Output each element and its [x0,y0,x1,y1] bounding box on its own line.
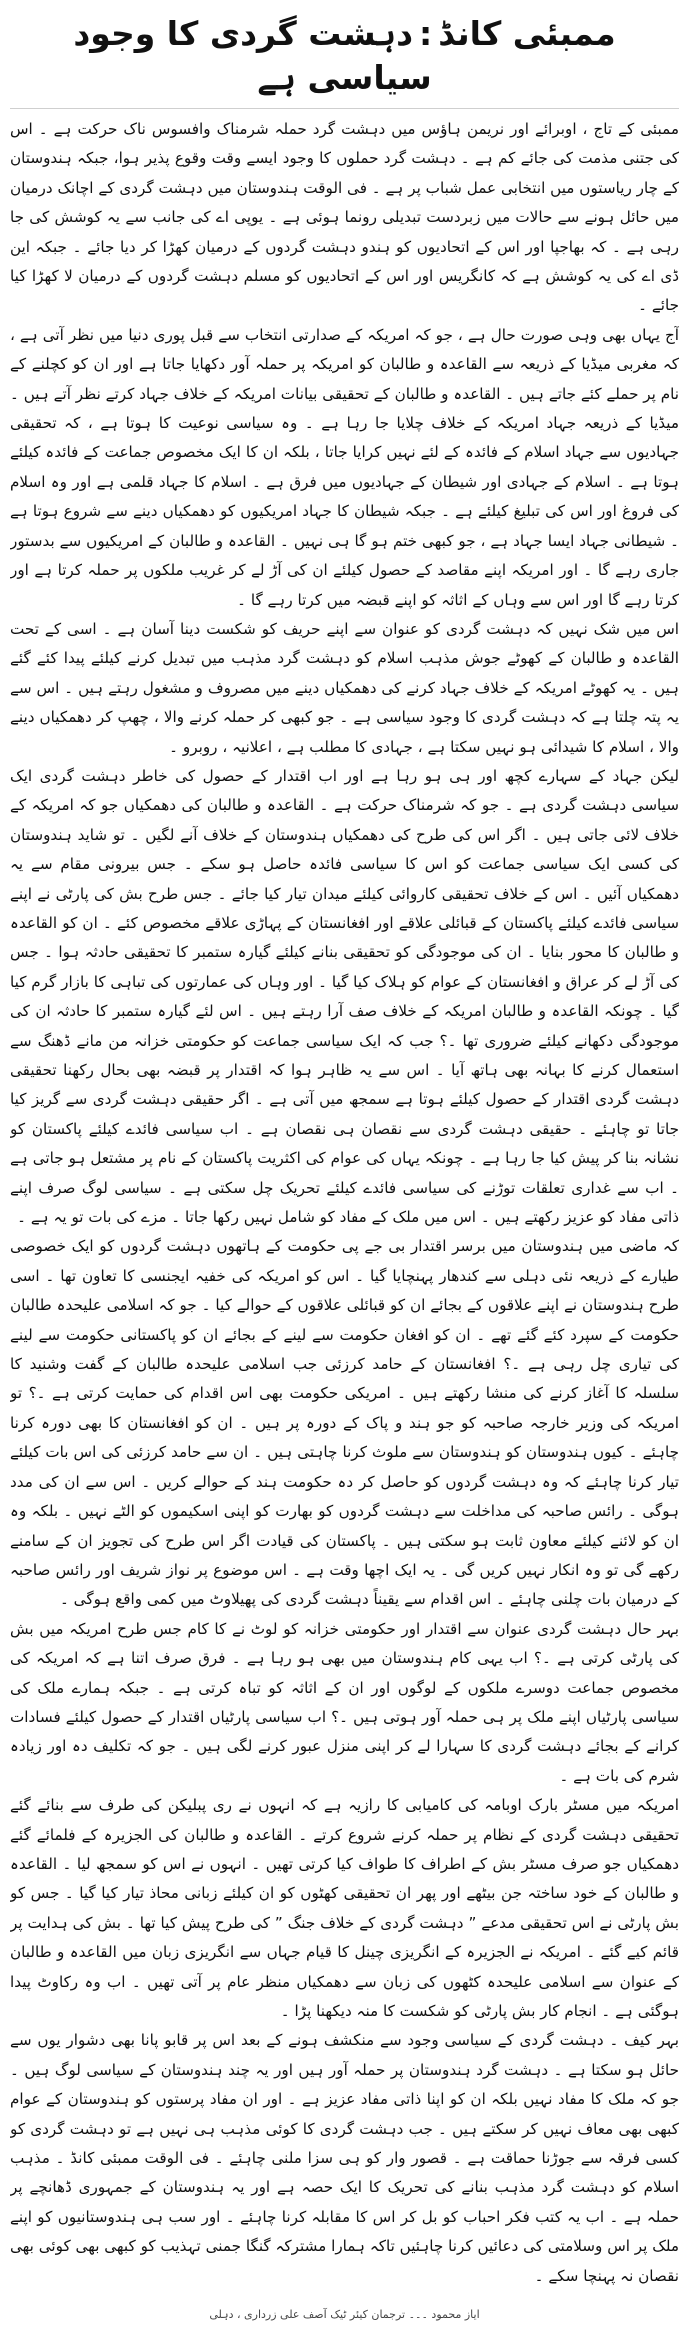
paragraph: امریکہ میں مسٹر بارک اوبامہ کی کامیابی کا رازیہ ہے کہ انہوں نے ری پبلیکن کی طرف سے بنائے گئے تحقیقی دہشت گردی کے نظام پر حملہ کرنے شروع کرتے ۔ القاعدہ و طالبان کی الجزیرہ کے فلمائے گئے دھمکیاں جو صرف مسٹر بش کے اطراف کا طواف کیا کرتی تھیں ۔ انہوں نے اس کو سمجھ لیا ۔ القاعدہ و طالبان کے خود ساختہ جن بیٹھے اور پھر ان تحقیقی کھٹوں کو ان کیلئے زبانی محاذ تیار کیا گیا ۔ جس کو بش پارٹی نے اس تحقیقی مدعے ” دہشت گردی کے خلاف جنگ ” کی طرح پیش کیا تھا ۔ بش کی ہدایت پر قائم کیے گئے ۔ امریکہ نے الجزیرہ کے انگریزی چینل کا قیام جہاں سے انگریزی زبان میں القاعدہ و طالبان کے عنوان سے اسلامی علیحدہ کٹھوں کی زبان سے دھمکیاں منظر عام پر آتی تھیں ۔ اب وہ رکاوٹ پیدا ہوگئی ہے ۔ انجام کار بش پارٹی کو شکست کا منہ دیکھنا پڑا ۔ [10,1796,679,2020]
paragraph: لیکن جہاد کے سہارے کچھ اور ہی ہو رہا ہے اور اب اقتدار کے حصول کی خاطر دہشت گردی ایک سیاسی دہشت گردی ہے ۔ جو کہ شرمناک حرکت ہے ۔ القاعدہ و طالبان کی دھمکیاں جو کہ امریکہ کے خلاف لائی جاتی ہیں ۔ اگر اس کی طرح کی دھمکیاں ہندوستان کے خلاف آنے لگیں ۔ تو شاید ہندوستان کی کسی ایک سیاسی جماعت کو اس کا سیاسی فائدہ حاصل ہو سکے ۔ جس بیرونی مقام سے یہ دھمکیاں آئیں ۔ اس کے خلاف تحقیقی کاروائی کیلئے میدان تیار کیا جائے ۔ جس طرح بش کی پارٹی نے اپنے سیاسی فائدے کیلئے پاکستان کے قبائلی علاقے اور افغانستان کے پہاڑی علاقے مخصوص کئے ۔ ان کو القاعدہ و طالبان کا محور بنایا ۔ ان کی موجودگی کو تحقیقی بنانے کیلئے گیارہ ستمبر کا تحقیقی حادثہ ہوا ۔ جس کی آڑ لے کر عراق و افغانستان کے عوام کو ہلاک کیا گیا ۔ اور وہاں کی عمارتوں کی تباہی کا بازار گرم کیا گیا ۔ چونکہ القاعدہ و طالبان امریکہ کے خلاف صف آرا رہتے ہیں ۔ اس لئے گیارہ ستمبر کا حادثہ ان کی موجودگی دکھانے کیلئے ضروری تھا ۔؟ جب کہ ایک سیاسی جماعت کو حکومتی خزانہ من مانے ڈھنگ سے استعمال کرنے کا بہانہ بھی ہاتھ آیا ۔ اس سے یہ ظاہر ہوا کہ اقتدار پر قبضہ بھی بحال رکھنا تحقیقی دہشت گردی اقتدار کے حصول کیلئے ہوتا ہے سمجھ میں آتی ہے ۔ اگر حقیقی دہشت گردی سے گریز کیا جاتا تو چاہئے ۔ حقیقی دہشت گردی سے نقصان ہی نقصان ہے ۔ اب سیاسی فائدے کیلئے پاکستان کو نشانہ بنا کر پیش کیا جا رہا ہے ۔ چونکہ یہاں کی عوام کی اکثریت پاکستان کے نام پر مشتعل ہو جاتی ہے ۔ اب سے غداری تعلقات توڑنے کی سیاسی فائدے کیلئے تحریک چل سکتی ہے ۔ سیاسی لوگ صرف اپنے ذاتی مفاد کو عزیز رکھتے ہیں ۔ اس میں ملک کے مفاد کو شامل نہیں رکھا جاتا ۔ مزے کی بات تو یہ ہے ۔ [10,766,679,1227]
headline-part-2: دہشت گردی کا وجود سیاسی ہے [73,14,432,97]
paragraph: بہر کیف ۔ دہشت گردی کے سیاسی وجود سے منکشف ہونے کے بعد اس پر قابو پانا بھی دشوار یوں سے حائل ہو سکتا ہے ۔ دہشت گرد ہندوستان پر حملہ آور ہیں اور یہ چند ہندوستان کے سیاسی لوگ ہیں ۔ جو کہ ملک کا مفاد نہیں بلکہ ان کو اپنا ذاتی مفاد عزیز ہے ۔ اور ان مفاد پرستوں کو ہندوستان کے عوام کبھی بھی معاف نہیں کر سکتے ہیں ۔ جب دہشت گردی کا کوئی مذہب ہی نہیں ہے تو دہشت گردی کو کسی فرقہ سے جوڑنا حماقت ہے ۔ قصور وار کو ہی سزا ملنی چاہئے ۔ فی الوقت ممبئی کانڈ ۔ مذہب اسلام کو دہشت گرد مذہب بنانے کی تحریک کا ایک حصہ ہے اور یہ ہندوستان کے جمہوری ڈھانچے پر حملہ ہے ۔ اب یہ کتب فکر احباب کو بل کر اس کا مقابلہ کرنا چاہئے ۔ اور سب ہی ہندوستانیوں کو اپنے ملک پر اس وسلامتی کی دعائیں کرنا چاہئیں تاکہ ہمارا مشترکہ گنگا جمنی تہذیب کو کبھی بھی کوئی بھی نقصان نہ پہنچا سکے ۔ [10,2031,679,2285]
paragraph: کہ ماضی میں ہندوستان میں برسر اقتدار بی جے پی حکومت کے ہاتھوں دہشت گردوں کو ایک خصوصی طیارے کے ذریعہ نئی دہلی سے کندھار پہنچایا گیا ۔ اس کو امریکہ کی خفیہ ایجنسی کا تعاون تھا ۔ اسی طرح ہندوستان نے اپنے علاقوں کے بجائے ان کو قبائلی علاقوں کے حوالے کیا ۔ جو کہ اسلامی علیحدہ طالبان حکومت کے سپرد کئے گئے تھے ۔ ان کو افغان حکومت سے لینے کے بجائے ان کو پاکستانی حکومت سے لینے کی تیاری چل رہی ہے ۔؟ افغانستان کے حامد کرزئی جب اسلامی علیحدہ طالبان کے گفت وشنید کا سلسلہ کا آغاز کرنے کی منشا رکھتے ہیں ۔ امریکی حکومت بھی اس اقدام کی حمایت کرتی ہے ۔؟ تو امریکہ کی وزیر خارجہ صاحبہ کو جو ہند و پاک کے دورہ پر ہیں ۔ ان کو افغانستان کا بھی دورہ کرنا چاہئے ۔ کیوں ہندوستان کو ہندوستان سے ملوث کرنا چاہتی ہیں ۔ ان سے حامد کرزئی کی اس بات کیلئے تیار کرنا چاہئے کہ وہ دہشت گردوں کو حاصل کر دہ حکومت ہند کے حوالے کریں ۔ اس سے ان کی مدد ہوگی ۔ رائس صاحبہ کی مداخلت سے دہشت گردوں کو بھارت کو اپنی اسکیموں کو الٹے نہیں ۔ بلکہ وہ ان کو لائنے کیلئے معاون ثابت ہو سکتی ہیں ۔ پاکستان کی قیادت اگر اس طرح کی تجویز ان کے سامنے رکھے گی تو وہ انکار نہیں کریں گی ۔ یہ ایک اچھا وقت ہے ۔ اس موضوع پر نواز شریف اور رائس صاحبہ کے درمیان بات چلنی چاہئے ۔ اس اقدام سے یقیناً دہشت گردی کی پھیلاوٹ میں کمی واقع ہوگی ۔ [10,1237,679,1609]
author-credit: ایاز محمود ۔۔۔ ترجمان کیئر ٹیک آصف علی زرداری ، دہلی [209,2308,480,2321]
paragraph: بہر حال دہشت گردی عنوان سے اقتدار اور حکومتی خزانہ کو لوٹ نے کا کام جس طرح امریکہ میں بش کی پارٹی کرتی ہے ۔؟ اب یہی کام ہندوستان میں بھی ہو رہا ہے ۔ فرق صرف اتنا ہے کہ امریکہ کی مخصوص جماعت دوسرے ملکوں کے لوگوں اور ان کے اثاثہ کو تباہ کرتی ہے ۔ جبکہ ہمارے ملک کی سیاسی پارٹیاں اپنے ملک پر ہی حملہ آور ہوتی ہیں ۔؟ اب سیاسی پارٹیاں اقتدار کے حصول کیلئے فسادات کرانے کے بجائے دہشت گردی کا سہارا لے کر اپنی منزل عبور کرنے لگی ہیں ۔ جو کہ تکلیف دہ اور زیادہ شرم کی بات ہے ۔ [10,1619,679,1785]
paragraph: اس میں شک نہیں کہ دہشت گردی کو عنوان سے اپنے حریف کو شکست دینا آسان ہے ۔ اسی کے تحت القاعدہ و طالبان کے کھوٹے جوش مذہب اسلام کو دہشت گرد مذہب میں تبدیل کرنے کیلئے پیدا کئے گئے ہیں ۔ یہ کھوٹے امریکہ کے خلاف جہاد کرنے کی دھمکیاں دینے میں مصروف و مشغول رہتے ہیں ۔ اس سے یہ پتہ چلتا ہے کہ دہشت گردی کا وجود سیاسی ہے ۔ جو کبھی کر حملہ کرنے والا ، چھپ کر دھمکیاں دینے والا ، اسلام کا شیدائی ہو نہیں سکتا ہے ، جہادی کا مطلب ہے ، اعلانیہ ، روبرو ۔ [10,619,679,756]
article-headline [10,12,679,100]
article-body [10,115,679,2302]
headline-separator: : [419,14,433,53]
paragraph: آج یہاں بھی وہی صورت حال ہے ، جو کہ امریکہ کے صدارتی انتخاب سے قبل پوری دنیا میں نظر آتی ہے ، کہ مغربی میڈیا کے ذریعہ سے القاعدہ و طالبان کو امریکہ پر حملہ آور دکھایا جاتا ہے اور ان کو کچلنے کے نام پر حملے کئے جاتے ہیں ۔ القاعدہ و طالبان کے تحقیقی بیانات امریکہ کے خلاف جہاد کرتے نظر آتے ہیں ۔ میڈیا کے ذریعہ جہاد امریکہ کے خلاف چلایا جا رہا ہے ۔ وہ سیاسی نوعیت کا ہوتا ہے ، کہ تحقیقی جہادیوں سے جہاد اسلام کے فائدہ کے لئے نہیں کرایا جاتا ، بلکہ ان کا ایک مخصوص جماعت کے فائدہ کیلئے ہوتا ہے ۔ اسلام کے جہادی اور شیطان کے جہادیوں میں فرق ہے ۔ اسلام کا جہاد قلمی ہے اور وہ اسلام کی فروغ اور اس کی تبلیغ کیلئے ہے ۔ جبکہ شیطان کا جہاد امریکیوں کو دھمکیاں دینے سے شروع ہوتا ہے ۔ شیطانی جہاد ایسا جہاد ہے ، جو کبھی ختم ہو گا ہی نہیں ۔ القاعدہ و طالبان کے امریکیوں سے بدستور جاری رہے گا ۔ اور امریکہ اپنے مقاصد کے حصول کیلئے ان کی آڑ لے کر غریب ملکوں پر حملہ کرتا ہے اور کرتا رہے گا اور اس سے وہاں کے اثاثہ کو اپنے قبضہ میں کرتا رہے گا ۔ [10,325,679,609]
headline-part-1: ممبئی کانڈ [438,14,616,53]
paragraph: ممبئی کے تاج ، اوبرائے اور نریمن ہاؤس میں دہشت گرد حملہ شرمناک وافسوس ناک حرکت ہے ۔ اس کی جتنی مذمت کی جائے کم ہے ۔ دہشت گرد حملوں کا وجود ایسے وقت وقوع پذیر ہوا، جبکہ ہندوستان کے چار ریاستوں میں انتخابی عمل شباب پر ہے ۔ فی الوقت ہندوستان میں دہشت گردی کے اچانک درمیان میں حائل ہونے سے حالات میں زبردست تبدیلی رونما ہوئی ہے ۔ یوپی اے کی جانب سے یہ کوشش کی جا رہی ہے ۔ کہ بھاجپا اور اس کے اتحادیوں کو ہندو دہشت گردوں کے درمیان کھڑا کر دیا جائے ۔ جبکہ این ڈی اے کی یہ کوشش ہے کہ کانگریس اور اس کے اتحادیوں کو مسلم دہشت گردوں کے درمیان لا کھڑا کیا جائے ۔ [10,120,679,315]
headline-container [10,6,679,109]
